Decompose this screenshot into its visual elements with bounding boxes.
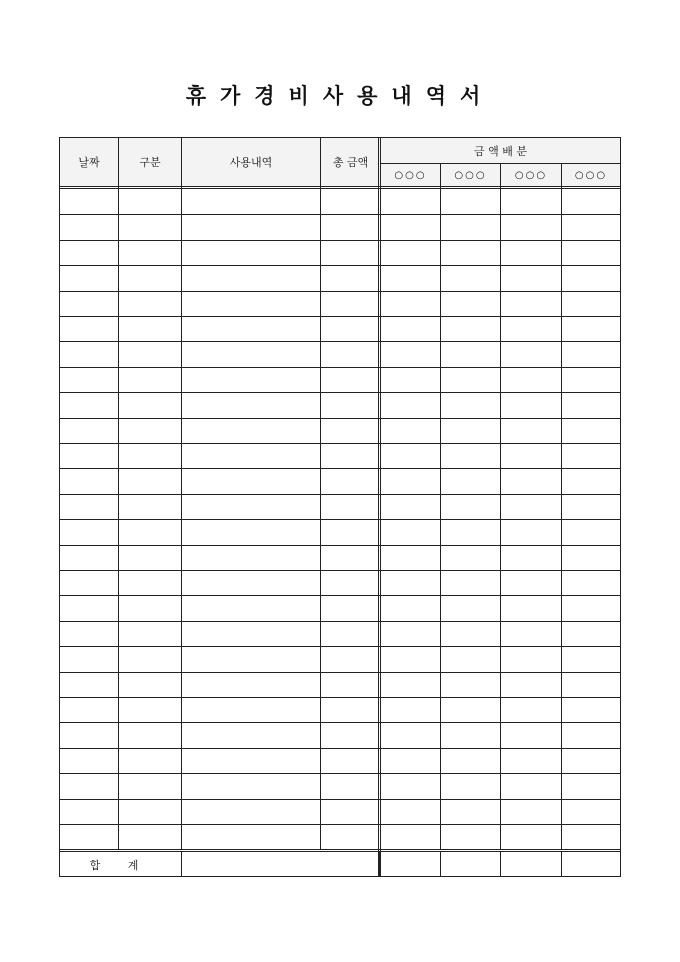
- row-line: [59, 265, 621, 266]
- table-row[interactable]: [59, 367, 620, 392]
- row-line: [59, 824, 621, 825]
- table-row[interactable]: [59, 595, 620, 620]
- column-line: [320, 186, 321, 849]
- row-line: [59, 418, 621, 419]
- table-row[interactable]: [59, 672, 620, 697]
- row-line: [59, 494, 621, 495]
- table-row[interactable]: [59, 418, 620, 443]
- column-line: [440, 186, 441, 849]
- table-row[interactable]: [59, 824, 620, 849]
- table-row[interactable]: [59, 240, 620, 265]
- table-row[interactable]: [59, 748, 620, 773]
- header-description: 사용내역: [181, 137, 321, 187]
- row-line: [59, 773, 621, 774]
- table-row[interactable]: [59, 621, 620, 646]
- row-line: [59, 595, 621, 596]
- sum-label: 합 계: [89, 859, 151, 873]
- sum-column-line: [440, 852, 441, 876]
- body-bottom-line-2: [59, 851, 621, 852]
- table-row[interactable]: [59, 443, 620, 468]
- divider-line: [378, 137, 379, 876]
- table-left-border: [59, 137, 60, 877]
- table-row[interactable]: [59, 773, 620, 798]
- row-line: [59, 748, 621, 749]
- table-row[interactable]: [59, 265, 620, 290]
- row-line: [59, 799, 621, 800]
- row-line: [59, 621, 621, 622]
- row-line: [59, 468, 621, 469]
- column-line: [181, 186, 182, 849]
- header-person-2: ○○○: [440, 163, 501, 187]
- table-row[interactable]: [59, 214, 620, 239]
- header-person-3: ○○○: [500, 163, 562, 187]
- row-line: [59, 443, 621, 444]
- sum-column-line: [181, 852, 182, 876]
- row-line: [59, 341, 621, 342]
- body-bottom-line: [59, 849, 621, 850]
- row-line: [59, 214, 621, 215]
- table-right-border: [620, 137, 621, 877]
- table-row[interactable]: [59, 316, 620, 341]
- table-row[interactable]: [59, 722, 620, 747]
- sum-column-line: [561, 852, 562, 876]
- table-row[interactable]: [59, 189, 620, 214]
- sum-column-line: [500, 852, 501, 876]
- row-line: [59, 646, 621, 647]
- row-line: [59, 545, 621, 546]
- row-line: [59, 697, 621, 698]
- header-person-1: ○○○: [380, 163, 441, 187]
- table-row[interactable]: [59, 799, 620, 824]
- row-line: [59, 316, 621, 317]
- table-row[interactable]: [59, 697, 620, 722]
- table-row[interactable]: [59, 494, 620, 519]
- row-line: [59, 291, 621, 292]
- column-line: [561, 186, 562, 849]
- header-person-4: ○○○: [561, 163, 621, 187]
- row-line: [59, 392, 621, 393]
- table-row[interactable]: [59, 545, 620, 570]
- divider-line-2: [380, 137, 381, 876]
- row-line: [59, 240, 621, 241]
- header-bottom-line: [59, 186, 621, 187]
- table-row[interactable]: [59, 468, 620, 493]
- header-date: 날짜: [59, 137, 119, 187]
- sum-divider-thick: [378, 852, 380, 876]
- table-row[interactable]: [59, 341, 620, 366]
- row-line: [59, 519, 621, 520]
- row-line: [59, 672, 621, 673]
- table-row[interactable]: [59, 570, 620, 595]
- table-bottom-border: [59, 876, 621, 877]
- table-row[interactable]: [59, 392, 620, 417]
- header-total-amount: 총 금액: [320, 137, 381, 187]
- row-line: [59, 722, 621, 723]
- row-line: [59, 570, 621, 571]
- table-row[interactable]: [59, 519, 620, 544]
- table-row[interactable]: [59, 291, 620, 316]
- header-amount-distribution: 금 액 배 분: [380, 137, 621, 164]
- column-line: [118, 186, 119, 849]
- page-title: 휴가경비사용내역서: [185, 83, 495, 108]
- table-row[interactable]: [59, 646, 620, 671]
- column-line: [500, 186, 501, 849]
- header-category: 구분: [118, 137, 182, 187]
- row-line: [59, 367, 621, 368]
